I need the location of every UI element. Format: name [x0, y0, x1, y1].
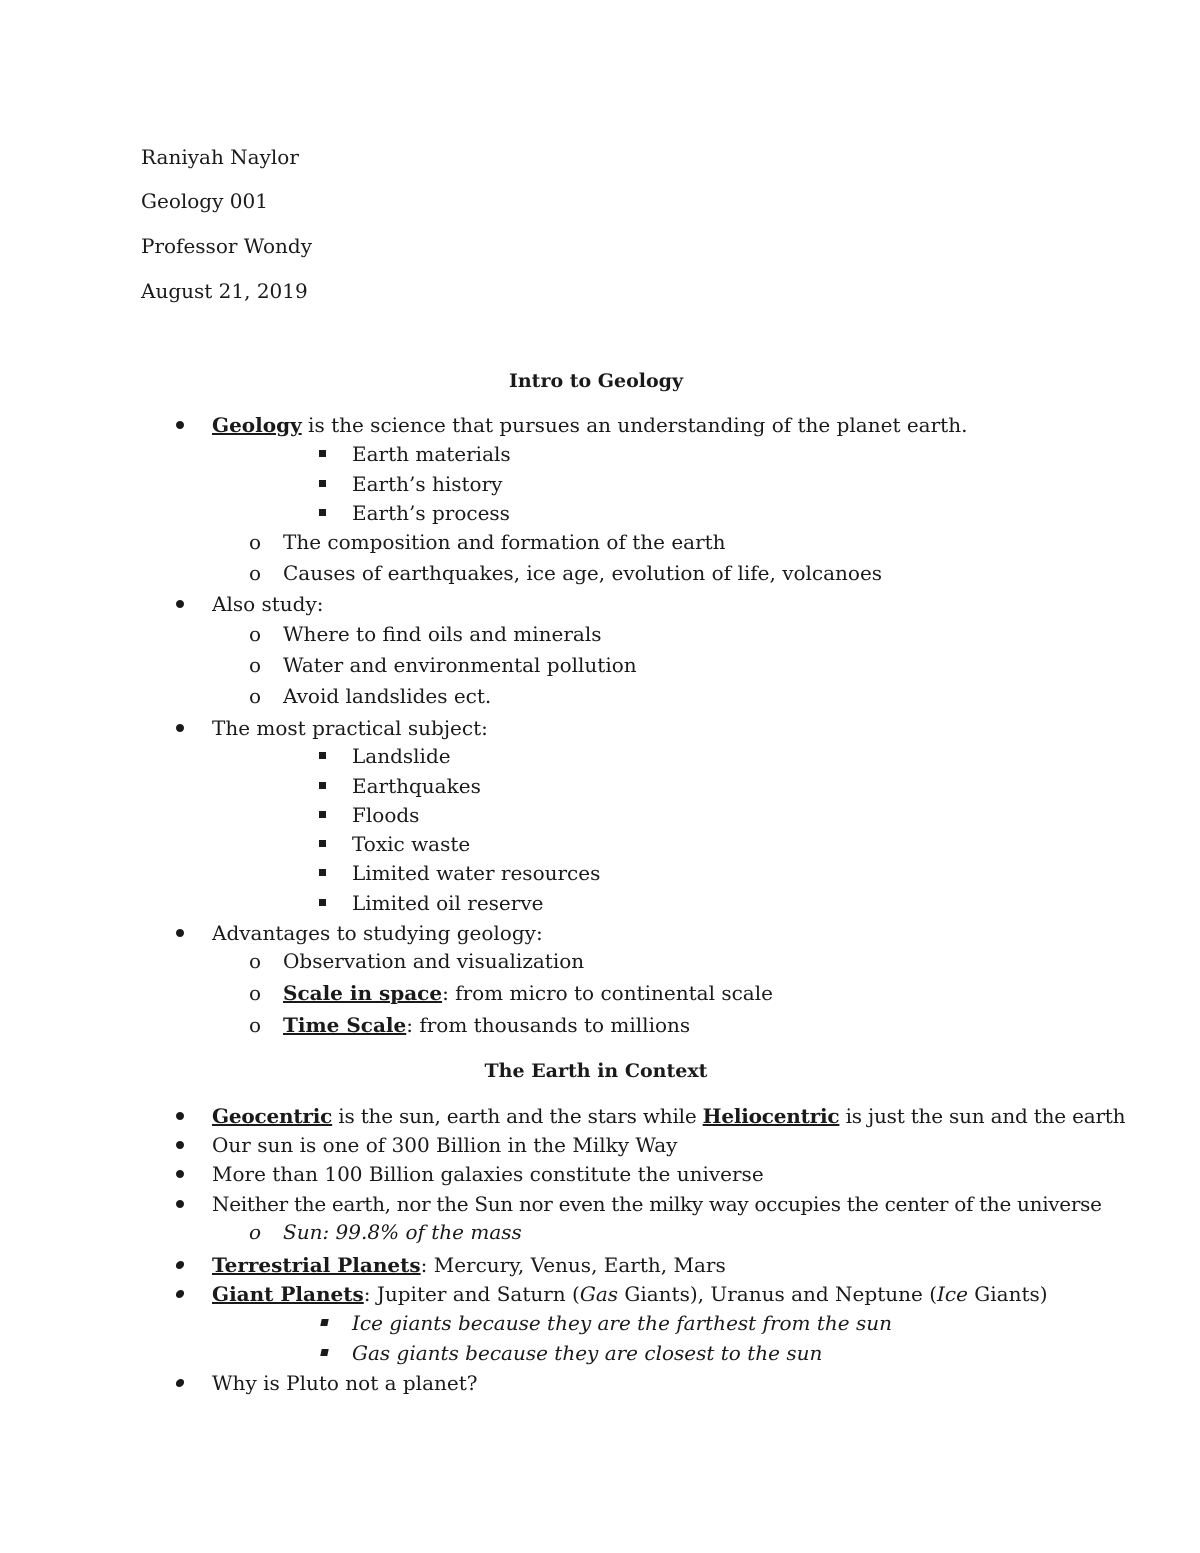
bullet-square-icon	[319, 840, 326, 847]
bullet-square-icon	[319, 899, 326, 906]
bullet-dot-icon	[176, 1141, 184, 1149]
bullet-dot-icon	[175, 1290, 185, 1298]
time-scale-text: : from thousands to millions	[406, 1013, 691, 1037]
bullet-circle-icon: o	[249, 981, 262, 1005]
bullet-square-icon	[319, 782, 326, 789]
bullet-square-icon	[320, 1319, 328, 1326]
list-item-pluto: Why is Pluto not a planet?	[212, 1371, 478, 1395]
term-time-scale: Time Scale	[283, 1013, 407, 1037]
list-item-scale-in-space	[283, 981, 773, 1005]
bullet-circle-icon: o	[249, 949, 262, 973]
list-item: Earth’s process	[352, 501, 510, 525]
bullet-circle-icon: o	[249, 684, 262, 708]
term-giant-planets: Giant Planets	[212, 1282, 364, 1306]
list-item: Where to find oils and minerals	[283, 622, 602, 646]
term-scale-in-space: Scale in space	[283, 981, 443, 1005]
bullet-square-icon	[319, 752, 326, 759]
bullet-square-icon	[319, 480, 326, 487]
list-item: Gas giants because they are closest to the sun	[352, 1341, 823, 1365]
geology-definition: is the science that pursues an understanding of the planet earth.	[301, 413, 968, 437]
list-item: Water and environmental pollution	[283, 653, 637, 677]
bullet-dot-icon	[175, 1379, 185, 1387]
bullet-dot-icon	[176, 421, 184, 429]
list-item-sun-mass: Sun: 99.8% of the mass	[283, 1220, 522, 1244]
giant-text-part: Giants)	[967, 1282, 1048, 1306]
list-item-geology	[212, 413, 967, 437]
list-item: The composition and formation of the earth	[283, 530, 726, 554]
geocentric-text: is the sun, earth and the stars while	[332, 1104, 703, 1128]
section-heading-earth-context: The Earth in Context	[484, 1060, 708, 1082]
giant-gas-word: Gas	[579, 1282, 619, 1306]
list-item: Toxic waste	[352, 832, 471, 856]
list-item: Neither the earth, nor the Sun nor even the milky way occupies the center of the universe	[212, 1192, 1102, 1216]
bullet-square-icon	[319, 869, 326, 876]
bullet-dot-icon	[176, 1200, 184, 1208]
bullet-dot-icon	[175, 1261, 185, 1269]
bullet-square-icon	[320, 1349, 328, 1356]
bullet-circle-icon: o	[249, 653, 262, 677]
bullet-square-icon	[319, 811, 326, 818]
bullet-dot-icon	[176, 724, 184, 732]
list-item: Earth materials	[352, 442, 511, 466]
list-item: Earth’s history	[352, 472, 503, 496]
term-geology: Geology	[212, 413, 302, 437]
course-name: Geology 001	[141, 189, 268, 213]
student-name: Raniyah Naylor	[141, 145, 299, 169]
scale-in-space-text: : from micro to continental scale	[442, 981, 773, 1005]
bullet-dot-icon	[176, 929, 184, 937]
professor-name: Professor Wondy	[141, 234, 313, 258]
list-item-advantages: Advantages to studying geology:	[212, 921, 543, 945]
giant-text-part: Giants), Uranus and Neptune (	[618, 1282, 937, 1306]
list-item: Causes of earthquakes, ice age, evolution of life, volcanoes	[283, 561, 883, 585]
list-item: Avoid landslides ect.	[283, 684, 492, 708]
term-geocentric: Geocentric	[212, 1104, 333, 1128]
list-item: More than 100 Billion galaxies constitute the universe	[212, 1162, 764, 1186]
giant-text-part: : Jupiter and Saturn (	[363, 1282, 580, 1306]
list-item: Observation and visualization	[283, 949, 585, 973]
term-heliocentric: Heliocentric	[702, 1104, 840, 1128]
list-item: Limited oil reserve	[352, 891, 544, 915]
bullet-square-icon	[319, 509, 326, 516]
list-item-geocentric	[212, 1104, 1125, 1128]
section-heading-intro: Intro to Geology	[508, 370, 684, 392]
terrestrial-text: : Mercury, Venus, Earth, Mars	[420, 1253, 726, 1277]
list-item-practical: The most practical subject:	[212, 716, 488, 740]
list-item: Limited water resources	[352, 861, 601, 885]
bullet-dot-icon	[176, 1112, 184, 1120]
list-item-giant-planets	[212, 1282, 1048, 1306]
list-item-time-scale	[283, 1013, 690, 1037]
bullet-dot-icon	[176, 1170, 184, 1178]
list-item: Floods	[352, 803, 420, 827]
bullet-circle-icon: o	[249, 622, 262, 646]
list-item: Earthquakes	[352, 774, 481, 798]
bullet-circle-icon: o	[249, 561, 262, 585]
list-item-also-study: Also study:	[212, 592, 324, 616]
bullet-dot-icon	[176, 600, 184, 608]
bullet-circle-icon: o	[249, 530, 262, 554]
list-item-terrestrial	[212, 1253, 726, 1277]
bullet-circle-icon: o	[249, 1220, 262, 1244]
list-item: Landslide	[352, 744, 451, 768]
bullet-circle-icon: o	[249, 1013, 262, 1037]
heliocentric-text: is just the sun and the earth	[839, 1104, 1126, 1128]
document-date: August 21, 2019	[141, 279, 308, 303]
bullet-square-icon	[319, 450, 326, 457]
giant-ice-word: Ice	[937, 1282, 968, 1306]
term-terrestrial-planets: Terrestrial Planets	[212, 1253, 421, 1277]
list-item: Ice giants because they are the farthest from the sun	[352, 1311, 893, 1335]
list-item: Our sun is one of 300 Billion in the Milky Way	[212, 1133, 678, 1157]
